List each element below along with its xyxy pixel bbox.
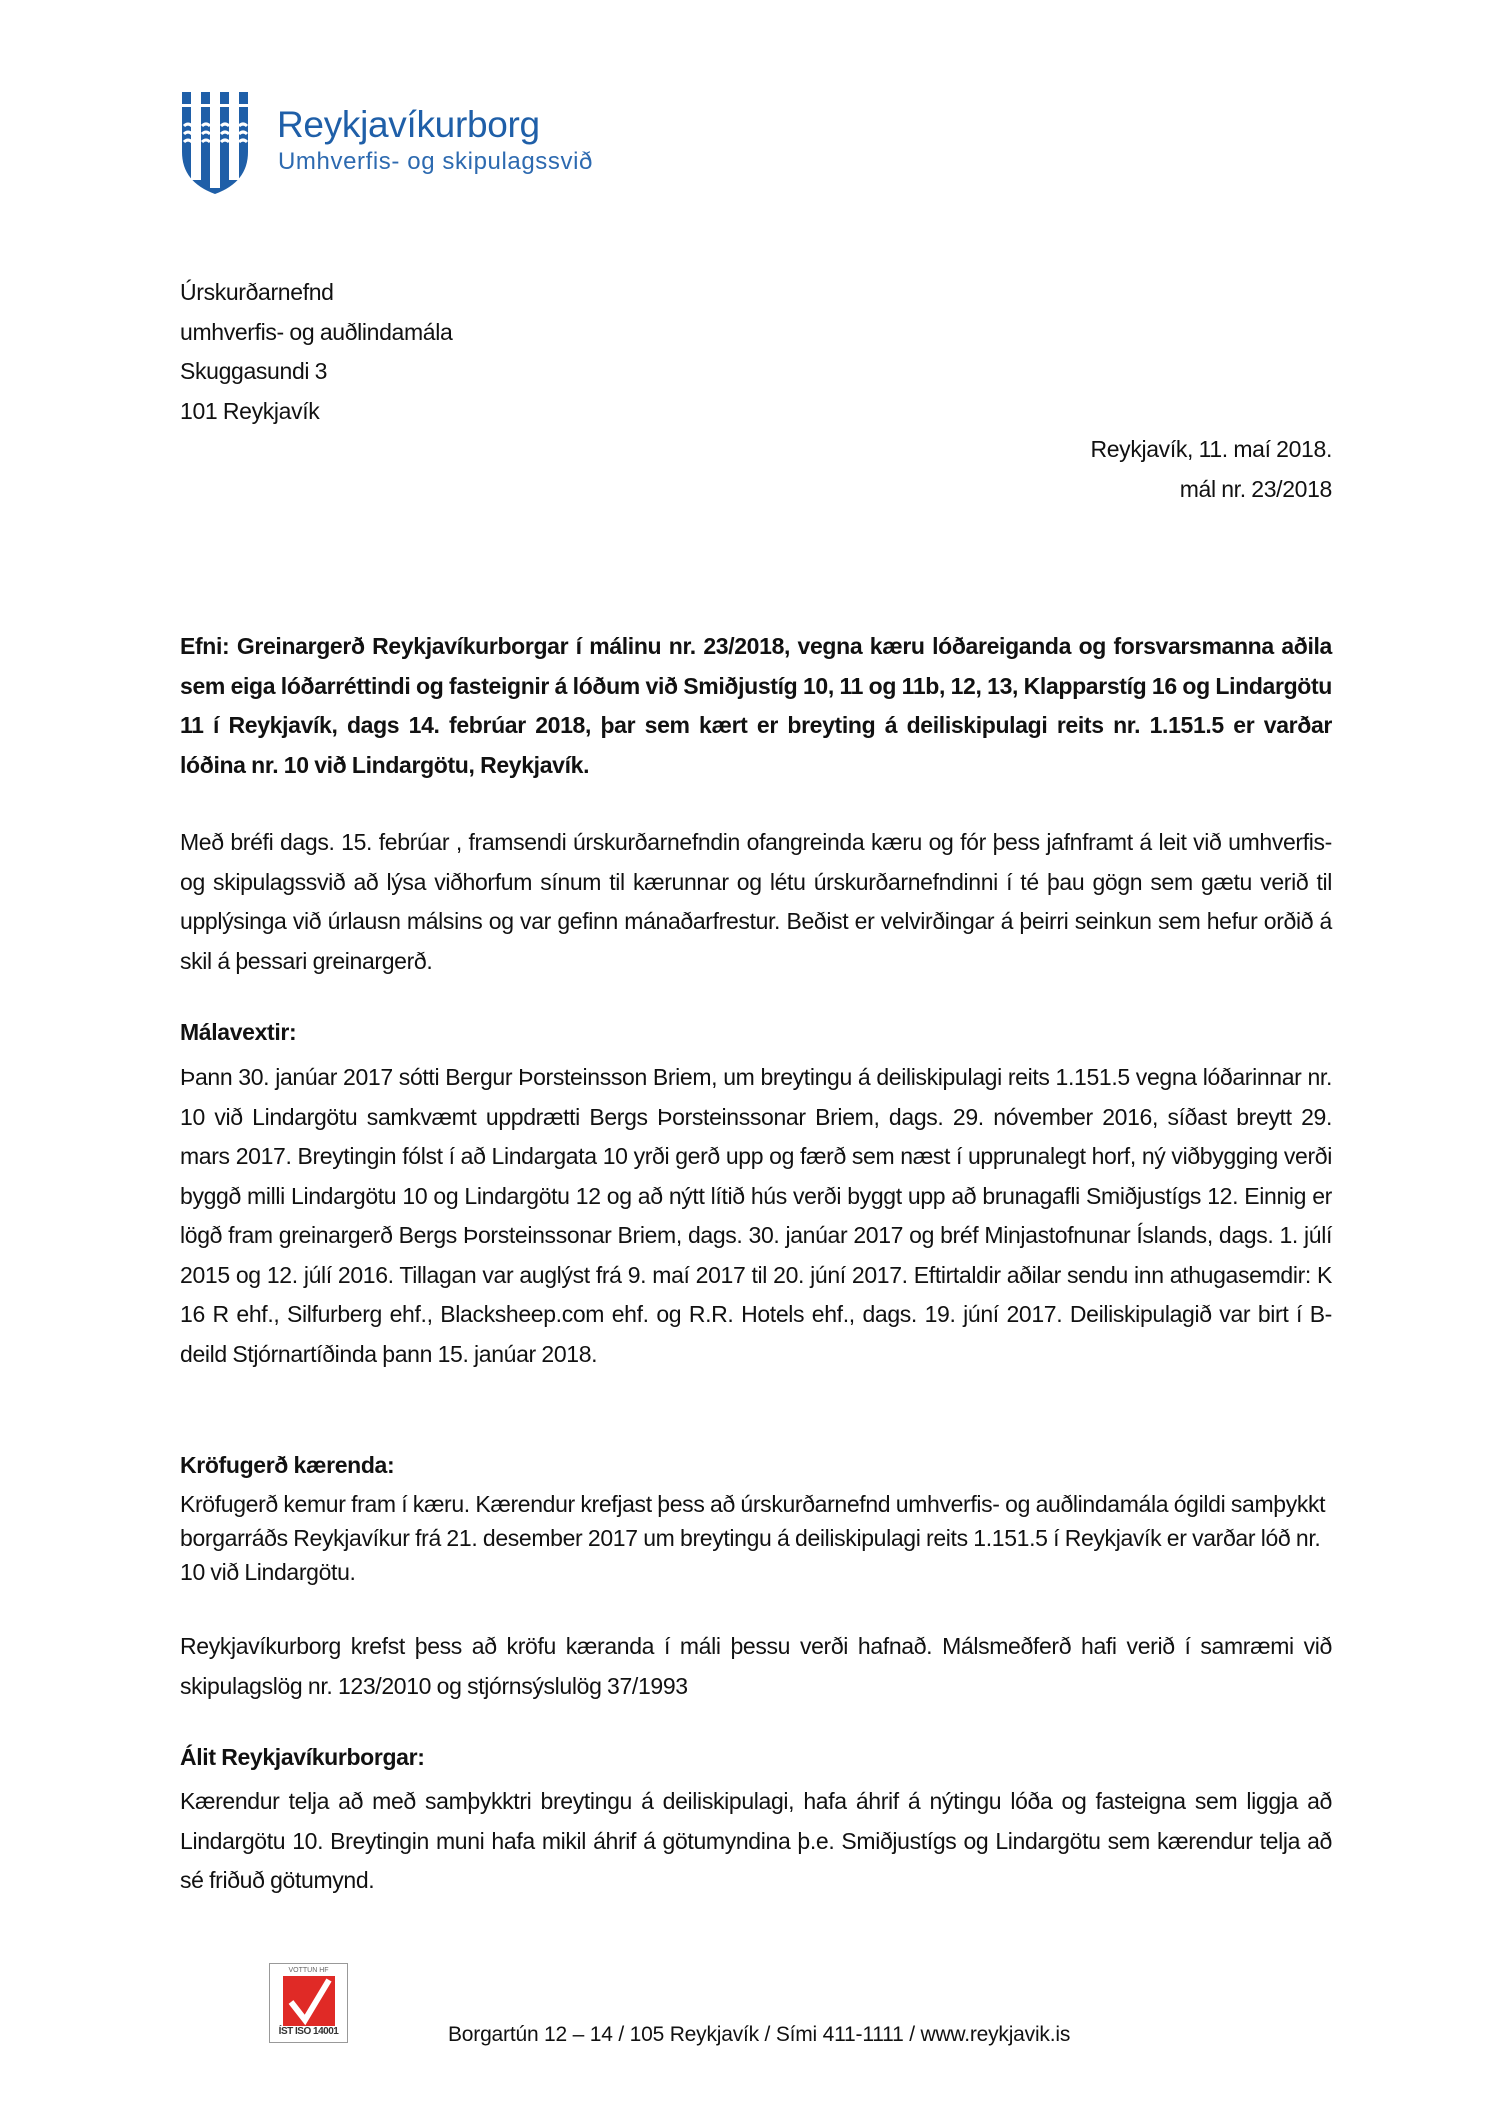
- coat-of-arms-logo: [180, 90, 250, 196]
- section-heading-facts: Málavextir:: [180, 1019, 297, 1045]
- checkmark-icon: [283, 1976, 335, 2026]
- section-heading-opinion: Álit Reykjavíkurborgar:: [180, 1744, 425, 1770]
- department-name: Umhverfis- og skipulagssvið: [278, 148, 593, 175]
- case-number: mál nr. 23/2018: [1179, 475, 1332, 502]
- letter-date: Reykjavík, 11. maí 2018.: [1090, 436, 1332, 462]
- city-claim-paragraph: Reykjavíkurborg krefst þess að kröfu kæranda í máli þessu verði hafnað. Málsmeðferð hafi verið í samræmi við skipulagslög nr. 123/2010 og stjórnsýslulög 37/1993: [180, 1633, 1332, 1699]
- claims-paragraph: Kröfugerð kemur fram í kæru. Kærendur krefjast þess að úrskurðarnefnd umhverfis- og auðlindamála ógildi samþykkt borgarráðs Reykjavíkur frá 21. desember 2017 um breytingu á deiliskipulagi reits 1.151.5 í Reykjavík er varðar lóð nr. 10 við Lindargötu.: [180, 1491, 1326, 1585]
- facts-paragraph: Þann 30. janúar 2017 sótti Bergur Þorsteinsson Briem, um breytingu á deiliskipulagi reits 1.151.5 vegna lóðarinnar nr. 10 við Lindargötu samkvæmt uppdrætti Bergs Þorsteinssonar Briem, dags. 29. nóvember 2016, síðast breytt 29. mars 2017. Breytingin fólst í að Lindargata 10 yrði gerð upp og færð sem næst í upprunalegt horf, ný viðbygging verði byggð milli Lindargötu 10 og Lindargötu 12 og að nýtt lítið hús verði byggt upp að brunagafli Smiðjustígs 12. Einnig er lögð fram greinargerð Bergs Þorsteinssonar Briem, dags. 30. janúar 2017 og bréf Minjastofnunar Íslands, dags. 1. júlí 2015 og 12. júlí 2016. Tillagan var auglýst frá 9. maí 2017 til 20. júní 2017. Eftirtaldir aðilar sendu inn athugasemdir: K 16 R ehf., Silfurberg ehf., Blacksheep.com ehf. og R.R. Hotels ehf., dags. 19. júní 2017. Deiliskipulagið var birt í B- deild Stjórnartíðinda þann 15. janúar 2018.: [180, 1064, 1332, 1367]
- intro-paragraph: Með bréfi dags. 15. febrúar , framsendi úrskurðarnefndin ofangreinda kæru og fór þess jafnframt á leit við umhverfis- og skipulagssvið að lýsa viðhorfum sínum til kærunnar og létu úrskurðarnefndinni í té þau gögn sem gætu verið til upplýsinga við úrlausn málsins og var gefinn mánaðarfrestur. Beðist er velvirðingar á þeirri seinkun sem hefur orðið á skil á þessari greinargerð.: [180, 829, 1332, 974]
- opinion-paragraph: Kærendur telja að með samþykktri breytingu á deiliskipulagi, hafa áhrif á nýtingu lóða og fasteigna sem liggja að Lindargötu 10. Breytingin muni hafa mikil áhrif á götumyndina þ.e. Smiðjustígs og Lindargötu sem kærendur telja að sé friðuð götumynd.: [180, 1788, 1332, 1893]
- recipient-line: Skuggasundi 3: [180, 358, 328, 384]
- organization-name: Reykjavíkurborg: [277, 104, 540, 145]
- iso-certification-badge: [269, 1963, 348, 2043]
- recipient-line: umhverfis- og auðlindamála: [180, 318, 453, 345]
- subject-line: Efni: Greinargerð Reykjavíkurborgar í málinu nr. 23/2018, vegna kæru lóðareiganda og forsvarsmanna aðila sem eiga lóðarréttindi og fasteignir á lóðum við Smiðjustíg 10, 11 og 11b, 12, 13, Klapparstíg 16 og Lindargötu 11 í Reykjavík, dags 14. febrúar 2018, þar sem kært er breyting á deiliskipulagi reits nr. 1.151.5 er varðar lóðina nr. 10 við Lindargötu, Reykjavík.: [180, 633, 1332, 778]
- recipient-line: Úrskurðarnefnd: [180, 279, 334, 305]
- footer-address: Borgartún 12 – 14 / 105 Reykjavík / Sími 411-1111 / www.reykjavik.is: [448, 2023, 1071, 2046]
- recipient-address: [180, 273, 452, 431]
- dateline: [1090, 430, 1332, 509]
- recipient-line: 101 Reykjavík: [180, 397, 320, 424]
- section-heading-claims: Kröfugerð kærenda:: [180, 1452, 395, 1478]
- badge-standard: ÍST ISO 14001: [278, 2026, 339, 2037]
- badge-issuer: VOTTUN HF: [288, 1967, 329, 1974]
